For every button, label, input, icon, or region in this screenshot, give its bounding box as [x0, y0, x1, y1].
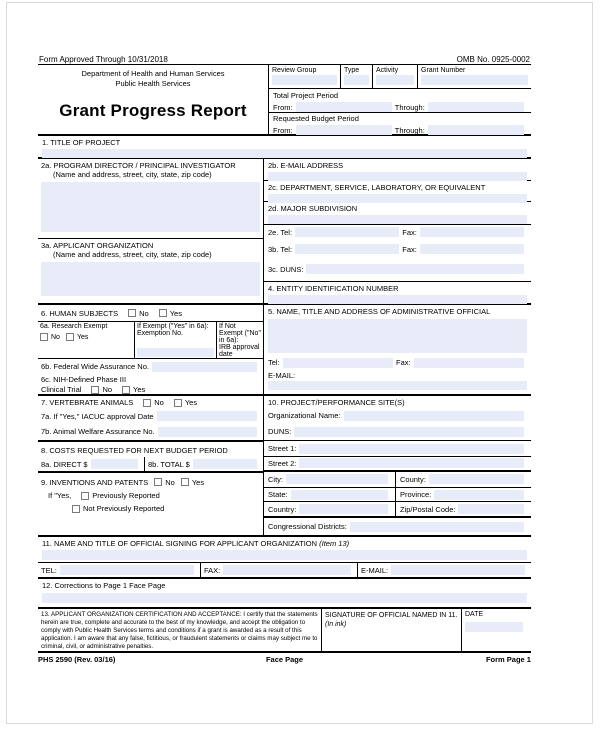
section-7b-awa [38, 423, 263, 442]
zip-field[interactable] [458, 504, 524, 514]
date-cell [462, 609, 531, 651]
header-grant-table [268, 65, 531, 134]
duns-3c-field[interactable] [306, 264, 524, 274]
state-label: State: [268, 490, 288, 500]
email-caps-label: E-MAIL: [361, 565, 389, 575]
street1-field[interactable] [299, 444, 524, 454]
footer-form-number: PHS 2590 (Rev. 03/16) [38, 655, 116, 664]
province-field[interactable] [434, 490, 524, 500]
section-3b-tel-fax [264, 239, 531, 257]
if-not-exempt-cell [217, 322, 263, 358]
admin-fax-label: Fax: [396, 358, 411, 368]
admin-official-field[interactable] [268, 319, 527, 353]
human-subjects-no-checkbox[interactable] [128, 309, 136, 317]
date-field[interactable] [465, 622, 523, 632]
tel-caps-label: TEL: [41, 565, 57, 575]
program-director-label: 2a. PROGRAM DIRECTOR / PRINCIPAL INVESTIGATOR [41, 161, 236, 170]
left-column-b [38, 305, 263, 394]
section-12-corrections [38, 579, 531, 609]
in-ink-note: (In ink) [325, 621, 347, 629]
department-label: 2c. DEPARTMENT, SERVICE, LABORATORY, OR EQUIVALENT [268, 183, 486, 192]
section-2d-major-subdivision [264, 202, 531, 225]
grant-number-label: Grant Number [421, 67, 466, 74]
fax-2e-field[interactable] [420, 227, 524, 237]
fax-11-field[interactable] [223, 565, 351, 575]
through-label: Through: [394, 102, 425, 112]
fax-2e-label: Fax: [402, 227, 417, 237]
from-label: From: [273, 125, 293, 135]
type-cell [341, 65, 373, 88]
title-of-project-label: 1. TITLE OF PROJECT [42, 138, 121, 147]
fax-caps-label: FAX: [204, 565, 221, 575]
awa-label: 7b. Animal Welfare Assurance No. [41, 427, 155, 436]
applicant-org-sub: (Name and address, street, city, state, zip code) [53, 250, 212, 259]
email-address-label: 2b. E-MAIL ADDRESS [268, 161, 344, 170]
section-3a-applicant-organization [38, 239, 263, 303]
type-field[interactable] [344, 75, 369, 85]
section-10-sites [264, 396, 531, 408]
admin-tel-label: Tel: [268, 358, 280, 368]
section-11-contact-row [38, 562, 531, 579]
activity-label: Activity [376, 67, 399, 74]
grant-info-row [269, 65, 531, 89]
site-duns-field[interactable] [294, 427, 524, 437]
tel-cell [38, 563, 201, 577]
direct-field[interactable] [91, 459, 138, 469]
sites-label: 10. PROJECT/PERFORMANCE SITE(S) [268, 398, 405, 407]
admin-email-field[interactable] [268, 381, 527, 390]
fwa-label: 6b. Federal Wide Assurance No. [41, 362, 149, 371]
region-human-subjects-admin [38, 305, 531, 396]
no-label: No [154, 398, 164, 407]
org-name-field[interactable] [344, 411, 524, 421]
county-cell [396, 472, 531, 487]
street2-row [264, 457, 531, 472]
animals-no-checkbox[interactable] [143, 399, 151, 407]
budget-from-field[interactable] [296, 125, 392, 135]
requested-budget-period-row [269, 113, 531, 134]
certification-head: 13. APPLICANT ORGANIZATION CERTIFICATION AND ACCEPTANCE: [41, 611, 242, 618]
right-column-b [263, 305, 531, 394]
research-exempt-label: 6a. Research Exempt [40, 323, 108, 330]
form-title: Grant Progress Report [59, 100, 247, 120]
state-province-row [264, 488, 531, 503]
agency-block [38, 65, 268, 134]
title-of-project-field[interactable] [42, 149, 527, 158]
zip-cell [396, 502, 531, 516]
direct-label: 8a. DIRECT $ [41, 459, 88, 469]
yes-label: Yes [133, 385, 146, 394]
section-6a-table [38, 321, 263, 359]
org-name-row [264, 408, 531, 424]
tel-2e-label: 2e. Tel: [268, 227, 293, 237]
program-director-field[interactable] [41, 182, 260, 232]
section-8-costs [38, 442, 263, 457]
districts-label: Congressional Districts: [268, 522, 347, 532]
grant-progress-report-form [38, 50, 531, 667]
yes-label: Yes [184, 398, 198, 407]
research-exempt-cell [38, 322, 135, 358]
total-label: 8b. TOTAL $ [148, 459, 190, 469]
admin-email-label: E-MAIL: [268, 370, 296, 380]
review-group-field[interactable] [272, 75, 337, 85]
admin-fax-field[interactable] [414, 358, 524, 368]
section-2a-program-director [38, 159, 263, 239]
section-13-certification [38, 609, 531, 653]
form-header [38, 64, 531, 136]
no-label: No [51, 333, 60, 341]
fax-cell [201, 563, 358, 577]
grant-number-field[interactable] [421, 75, 528, 85]
county-field[interactable] [429, 474, 524, 484]
applicant-org-label: 3a. APPLICANT ORGANIZATION [41, 241, 154, 250]
yes-label: Yes [76, 333, 89, 341]
corrections-label: 12. Corrections to Page 1 Face Page [42, 581, 166, 590]
program-director-sub: (Name and address, street, city, state, zip code) [53, 170, 212, 179]
section-7-vertebrate-animals [38, 396, 263, 409]
exempt-yes-checkbox[interactable] [66, 333, 74, 341]
section-5-admin-official [264, 305, 531, 356]
city-cell [264, 472, 396, 487]
zip-label: Zip/Postal Code: [400, 504, 456, 514]
human-subjects-label: 6. HUMAN SUBJECTS [41, 308, 119, 318]
vertebrate-animals-label: 7. VERTEBRATE ANIMALS [41, 398, 134, 407]
signature-cell [322, 609, 462, 651]
tel-2e-field[interactable] [295, 227, 399, 237]
human-subjects-yes-checkbox[interactable] [159, 309, 167, 317]
admin-official-label: 5. NAME, TITLE AND ADDRESS OF ADMINISTRATIVE OFFICIAL [268, 307, 491, 316]
total-field[interactable] [193, 459, 257, 469]
through-label: Through: [394, 125, 425, 135]
if-yes-label: If "Yes, [48, 491, 72, 500]
city-county-row [264, 472, 531, 488]
certification-body: I certify that the statements herein are true, complete and accurate to the best of my knowledge, and accept the obligation to comply with Public Health Services terms and conditions if a grant is awarded as a result of this application. I am aware that any false, fictitious, or fraudulent statements or claims may subject me to criminal, civil, or administrative penalties. [41, 611, 318, 651]
state-field[interactable] [291, 490, 388, 500]
footer-page-name: Face Page [265, 655, 304, 664]
omb-number: OMB No. 0925-0002 [456, 55, 530, 64]
right-column-c [263, 396, 531, 535]
entity-id-label: 4. ENTITY IDENTIFICATION NUMBER [268, 284, 399, 293]
total-cost-cell [145, 457, 263, 471]
form-footer [38, 653, 531, 667]
corrections-field[interactable] [42, 593, 527, 603]
entity-id-field[interactable] [268, 295, 527, 304]
province-cell [396, 488, 531, 502]
major-subdivision-label: 2d. MAJOR SUBDIVISION [268, 204, 358, 213]
site-duns-label: DUNS: [268, 427, 292, 437]
fax-3b-label: Fax: [402, 244, 417, 254]
if-not-exempt-label: If Not Exempt ("No" in 6a): [219, 323, 261, 344]
form-approved-text: Form Approved Through 10/31/2018 [39, 55, 168, 64]
country-zip-row [264, 502, 531, 518]
section-2e-tel-fax [264, 225, 531, 239]
if-exempt-cell [135, 322, 217, 358]
major-subdivision-field[interactable] [268, 215, 527, 224]
no-label: No [165, 477, 175, 487]
duns-3c-label: 3c. DUNS: [268, 264, 304, 274]
street1-label: Street 1: [268, 444, 297, 454]
section-11-official-signing [38, 537, 531, 560]
grant-number-cell [418, 65, 531, 88]
section-3c-duns [264, 257, 531, 282]
country-field[interactable] [299, 504, 388, 514]
tel-3b-field[interactable] [295, 244, 399, 254]
left-column-c [38, 396, 263, 535]
yes-label: Yes [191, 477, 205, 487]
section-8ab-row [38, 457, 263, 473]
section-1-title-of-project [38, 136, 531, 159]
not-previously-reported-label: Not Previously Reported [83, 504, 165, 513]
costs-label: 8. COSTS REQUESTED FOR NEXT BUDGET PERIOD [41, 446, 228, 455]
exempt-no-checkbox[interactable] [40, 333, 48, 341]
awa-field[interactable] [158, 427, 257, 437]
exemption-no-label: Exemption No. [137, 330, 183, 337]
iacuc-field[interactable] [157, 411, 257, 421]
street2-label: Street 2: [268, 458, 297, 468]
requested-budget-period-label: Requested Budget Period [273, 114, 359, 123]
districts-field[interactable] [350, 522, 524, 532]
street2-field[interactable] [299, 458, 524, 468]
budget-through-field[interactable] [428, 125, 524, 135]
section-4-entity-id [264, 282, 531, 303]
inventions-label: 9. INVENTIONS AND PATENTS [41, 477, 149, 487]
county-label: County: [400, 474, 426, 484]
fax-3b-field[interactable] [420, 244, 524, 254]
clinical-trial-label: Clinical Trial [41, 385, 82, 394]
street1-row [264, 441, 531, 457]
city-label: City: [268, 474, 283, 484]
tel-3b-label: 3b. Tel: [268, 244, 293, 254]
country-cell [264, 502, 396, 516]
item-13-ref: (Item 13) [319, 539, 350, 548]
clinical-trial-yes-checkbox[interactable] [122, 386, 130, 394]
total-project-period-row [269, 89, 531, 113]
not-previously-reported-checkbox[interactable] [72, 505, 80, 513]
section-9-inventions [38, 473, 263, 489]
left-column-a [38, 159, 263, 303]
org-name-label: Organizational Name: [268, 411, 341, 421]
agency-line2: Public Health Services [115, 78, 191, 88]
yes-label: Yes [169, 308, 182, 318]
signature-label: SIGNATURE OF OFFICIAL NAMED IN [325, 612, 447, 619]
activity-cell [373, 65, 418, 88]
date-label: DATE [465, 611, 484, 618]
irb-approval-label: IRB approval date [219, 344, 260, 358]
city-field[interactable] [286, 474, 388, 484]
site-duns-row [264, 424, 531, 442]
admin-tel-fax-row [264, 356, 531, 370]
tel-11-field[interactable] [60, 565, 194, 575]
exemption-no-field[interactable] [137, 348, 214, 357]
country-label: Country: [268, 504, 297, 514]
approval-row [38, 50, 531, 64]
direct-cost-cell [38, 457, 145, 471]
nih-phase3-label: 6c. NIH-Defined Phase III [41, 375, 127, 384]
right-column-a [263, 159, 531, 303]
previously-reported-checkbox[interactable] [81, 492, 89, 500]
project-through-field[interactable] [428, 102, 524, 112]
if-exempt-label: If Exempt ("Yes" in 6a): [137, 323, 209, 330]
fwa-field[interactable] [152, 362, 257, 372]
review-group-label: Review Group [272, 67, 317, 74]
admin-tel-field[interactable] [283, 358, 393, 368]
section-6c-clinical-trial [38, 374, 263, 396]
no-label: No [102, 385, 113, 394]
agency-line1: Department of Health and Human Services [81, 69, 225, 78]
section-2b-email [264, 159, 531, 181]
region-animals-sites [38, 396, 531, 537]
section-6-human-subjects [38, 305, 263, 321]
applicant-org-field[interactable] [41, 262, 260, 296]
certification-text-cell [38, 609, 322, 651]
congressional-districts-row [264, 518, 531, 535]
region-pd-applicant [38, 159, 531, 305]
clinical-trial-no-checkbox[interactable] [91, 386, 99, 394]
no-label: No [139, 308, 149, 318]
email-11-field[interactable] [391, 565, 525, 575]
email-address-field[interactable] [268, 172, 527, 181]
review-group-cell [269, 65, 341, 88]
type-label: Type [344, 67, 360, 74]
previously-reported-label: Previously Reported [92, 491, 160, 500]
activity-field[interactable] [376, 75, 414, 85]
province-label: Province: [400, 490, 432, 500]
footer-page-number: Form Page 1 [485, 655, 531, 664]
section-2c-department [264, 181, 531, 202]
animals-yes-checkbox[interactable] [174, 399, 182, 407]
email-cell [358, 563, 531, 577]
section-6b-fwa [38, 359, 263, 374]
total-project-period-label: Total Project Period [273, 91, 339, 100]
inventions-no-checkbox[interactable] [154, 478, 162, 486]
inventions-not-prev-row [38, 502, 263, 515]
state-cell [264, 488, 396, 502]
inventions-yes-checkbox[interactable] [181, 478, 189, 486]
admin-email-row [264, 370, 531, 394]
signature-item-num: 11. [448, 612, 458, 619]
project-from-field[interactable] [296, 102, 392, 112]
official-signing-label: 11. NAME AND TITLE OF OFFICIAL SIGNING FOR APPLICANT ORGANIZATION [42, 539, 318, 548]
inventions-if-yes-row [38, 489, 263, 502]
from-label: From: [273, 102, 293, 112]
iacuc-label: 7a. If "Yes," IACUC approval Date [41, 411, 154, 421]
official-signing-field[interactable] [42, 550, 527, 560]
section-7a-iacuc [38, 409, 263, 423]
